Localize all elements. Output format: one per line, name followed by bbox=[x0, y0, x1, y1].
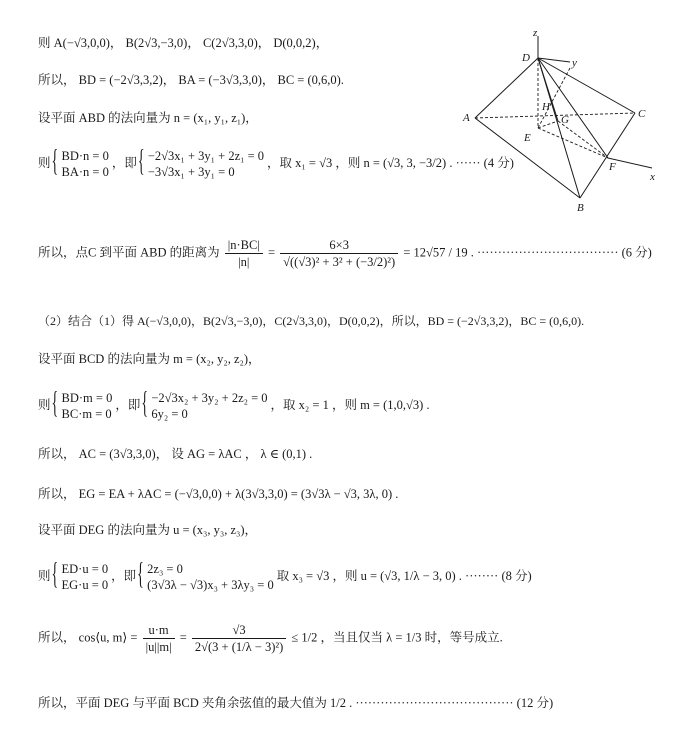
system2-line bbox=[38, 390, 430, 422]
cos-frac2-den: 2√(3 + (1/λ − 3)²) bbox=[194, 640, 284, 654]
dist-frac1 bbox=[225, 237, 263, 270]
eg-line: 所以， EG = EA + λAC = (−√3,0,0) + λ(3√3,3,0) = (3√3λ − √3, 3λ, 0) . bbox=[38, 487, 399, 501]
label-z: z bbox=[533, 28, 538, 39]
dist-frac2-den: √((√3)² + 3² + (−3/2)²) bbox=[283, 255, 396, 269]
label-B: B bbox=[577, 202, 584, 213]
part2-line: （2）结合（1）得 A(−√3,0,0)，B(2√3,−3,0)，C(2√3,3,0)，D(0,0,2)，所以，BD = (−2√3,3,2)，BC = (0,6,0). bbox=[38, 314, 585, 328]
label-y: y bbox=[572, 57, 577, 69]
sys1-left bbox=[54, 148, 109, 180]
coords-line: 则 A(−√3,0,0)， B(2√3,−3,0)， C(2√3,3,0)， D(0,0,2)， bbox=[38, 36, 329, 50]
cos-frac1-den: |u||m| bbox=[145, 640, 172, 654]
sys2-eq-d: 6y₂ = 0 bbox=[151, 407, 188, 421]
y-axis bbox=[538, 58, 570, 62]
dashed-GF bbox=[558, 121, 608, 158]
cos-frac2 bbox=[192, 622, 286, 655]
label-H: H bbox=[542, 101, 550, 113]
cos-frac1-num: u·m bbox=[143, 622, 175, 639]
dist-frac2 bbox=[280, 237, 398, 270]
sys2-eq-c: { −2√3x₂ + 3y₂ + 2z₂ = 0 bbox=[151, 391, 268, 405]
system3-line bbox=[38, 561, 532, 593]
dist-frac2-num: 6×3 bbox=[280, 237, 398, 254]
sys2-mid: ，即 bbox=[115, 397, 141, 412]
sys2-left bbox=[54, 390, 113, 422]
system1-line bbox=[38, 148, 514, 180]
sys3-eq-a: { ED·u = 0 bbox=[61, 562, 109, 576]
sys1-right bbox=[140, 148, 264, 180]
label-A: A bbox=[463, 112, 470, 124]
label-G: G bbox=[561, 114, 569, 126]
cos-line bbox=[38, 622, 503, 655]
dist-result: = 12√57 / 19 . ·································· (6 分) bbox=[403, 245, 652, 260]
normal-deg-line: 设平面 DEG 的法向量为 u = (x₃, y₃, z₃)， bbox=[38, 523, 258, 537]
dist-prefix: 所以，点C 到平面 ABD 的距离为 bbox=[38, 245, 220, 260]
sys3-tail: 取 x₃ = √3 ，则 u = (√3, 1/λ − 3, 0) . ········ (8 分) bbox=[276, 568, 532, 583]
sys2-eq-b: BC·m = 0 bbox=[61, 407, 112, 421]
normal-bcd-line: 设平面 BCD 的法向量为 m = (x₂, y₂, z₂)， bbox=[38, 352, 261, 366]
dist-frac1-num: |n·BC| bbox=[225, 237, 263, 254]
sys1-eq-b: BA·n = 0 bbox=[61, 165, 109, 179]
label-E: E bbox=[524, 132, 531, 144]
label-F: F bbox=[609, 161, 616, 173]
sys1-mid: ，即 bbox=[111, 155, 137, 170]
cos-lhs: cos⟨u, m⟩ = bbox=[78, 630, 138, 645]
sys1-prefix: 则 bbox=[38, 155, 51, 170]
sys1-eq-d: −3√3x₁ + 3y₁ = 0 bbox=[147, 165, 235, 179]
edge-CB bbox=[580, 113, 635, 198]
sys2-right bbox=[143, 390, 267, 422]
sys3-right bbox=[139, 561, 274, 593]
edge-DA bbox=[475, 58, 538, 118]
label-C: C bbox=[638, 108, 646, 120]
sys2-prefix: 则 bbox=[38, 397, 51, 412]
sys1-tail: ，取 x₁ = √3 ，则 n = (√3, 3, −3/2) . ······ (4 分) bbox=[267, 155, 514, 170]
vectors-line: 所以， BD = (−2√3,3,2)， BA = (−3√3,3,0)， BC = (0,6,0). bbox=[38, 73, 344, 87]
sys2-tail: ，取 x₂ = 1 ，则 m = (1,0,√3) . bbox=[270, 397, 430, 412]
normal-abd-line: 设平面 ABD 的法向量为 n = (x₁, y₁, z₁)， bbox=[38, 111, 258, 125]
sys3-eq-b: EG·u = 0 bbox=[61, 578, 109, 592]
pyramid-figure bbox=[460, 28, 660, 213]
final-line: 所以，平面 DEG 与平面 BCD 夹角余弦值的最大值为 1/2 . ······································ (12 分) bbox=[38, 696, 554, 710]
cos-eq: = bbox=[179, 630, 187, 645]
dist-eq: = bbox=[267, 245, 276, 260]
sys2-eq-a: { BD·m = 0 bbox=[61, 391, 113, 405]
sys1-eq-c: { −2√3x₁ + 3y₁ + 2z₁ = 0 bbox=[147, 149, 265, 163]
cos-prefix: 所以， bbox=[38, 630, 76, 645]
sys3-mid: ，即 bbox=[111, 568, 137, 583]
distance-line bbox=[38, 237, 652, 270]
dist-frac1-den: |n| bbox=[238, 255, 250, 269]
cos-frac2-num: √3 bbox=[192, 622, 286, 639]
cos-tail: ≤ 1/2 ，当且仅当 λ = 1/3 时，等号成立. bbox=[291, 630, 503, 645]
sys3-left bbox=[54, 561, 109, 593]
cos-frac1 bbox=[143, 622, 175, 655]
sys3-eq-c: { 2z₃ = 0 bbox=[147, 562, 183, 576]
sys3-eq-d: (3√3λ − √3)x₃ + 3λy₃ = 0 bbox=[147, 578, 274, 592]
label-x: x bbox=[650, 171, 655, 183]
sys1-eq-a: { BD·n = 0 bbox=[61, 149, 109, 163]
sys3-prefix: 则 bbox=[38, 568, 51, 583]
label-D: D bbox=[522, 52, 530, 64]
ac-line: 所以， AC = (3√3,3,0)， 设 AG = λAC ， λ ∈ (0,1) . bbox=[38, 447, 313, 461]
